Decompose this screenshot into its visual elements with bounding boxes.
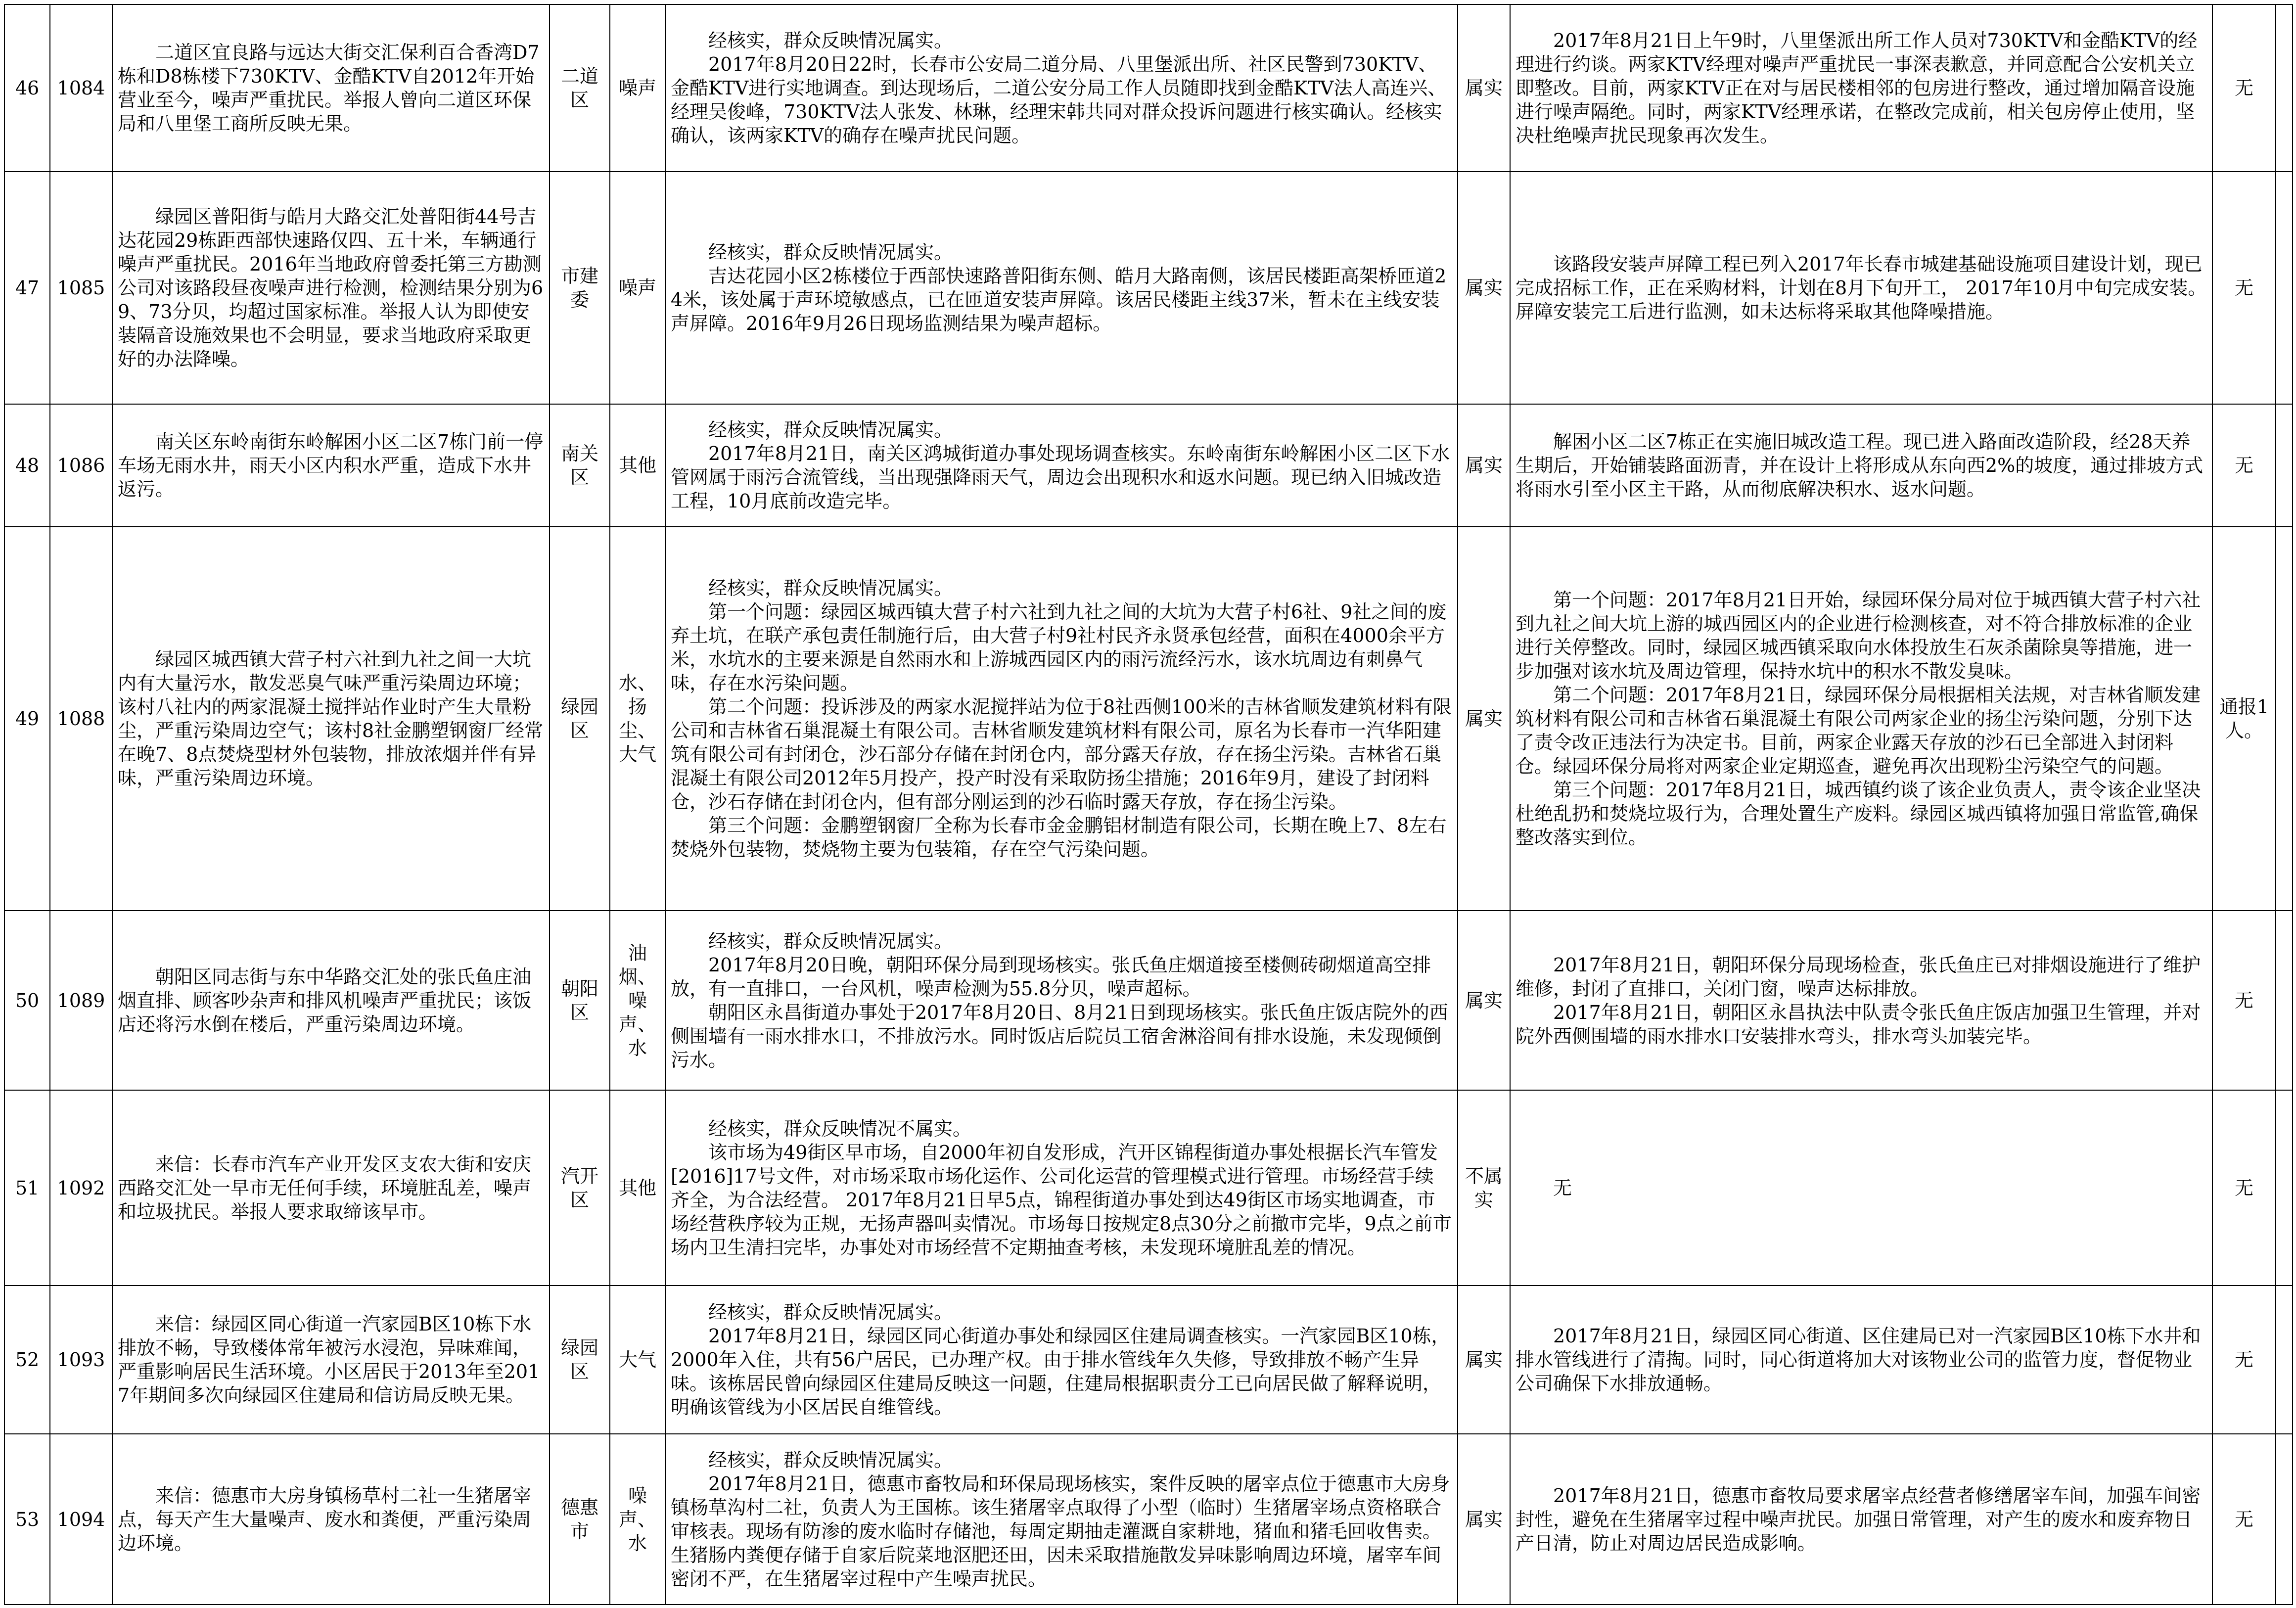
handling-cell-paragraph: 2017年8月21日，朝阳区永昌执法中队责令张氏鱼庄饭店加强卫生管理，并对院外西侧围墙的雨水排水口安装排水弯头，排水弯头加装完毕。	[1515, 1001, 2201, 1047]
seq-cell: 52	[4, 1286, 50, 1434]
complaint-cell	[112, 1286, 550, 1434]
accountability-cell: 无	[2212, 172, 2276, 404]
complaint-text: 来信：长春市汽车产业开发区支农大街和安庆西路交汇处一早市无任何手续，环境脏乱差，噪声和垃圾扰民。举报人要求取缔该早市。	[118, 1153, 532, 1223]
case-number-cell: 1088	[50, 527, 112, 911]
complaint-text: 来信：绿园区同心街道一汽家园B区10栋下水排放不畅，导致楼体常年被污水浸泡，异味难闻，严重影响居民生活环境。小区居民于2013年至2017年期间多次向绿园区住建局和信访局反映无果。	[118, 1313, 540, 1406]
accountability-cell: 无	[2212, 404, 2276, 527]
blank-cell	[2276, 404, 2293, 527]
blank-cell	[2276, 4, 2293, 172]
result-cell: 属实	[1458, 527, 1510, 911]
district-cell: 绿园区	[550, 1286, 610, 1434]
complaint-cell	[112, 4, 550, 172]
handling-cell-paragraph: 2017年8月21日，绿园区同心街道、区住建局已对一汽家园B区10栋下水井和排水管线进行了清掏。同时，同心街道将加大对该物业公司的监管力度，督促物业公司确保下水排放通畅。	[1515, 1325, 2201, 1394]
accountability-cell: 无	[2212, 1286, 2276, 1434]
handling-cell	[1510, 1286, 2212, 1434]
handling-cell	[1510, 1434, 2212, 1605]
seq-cell: 51	[4, 1090, 50, 1286]
table-row	[4, 404, 2293, 527]
verification-cell	[665, 1090, 1458, 1286]
case-number-cell: 1092	[50, 1090, 112, 1286]
result-cell: 属实	[1458, 911, 1510, 1090]
verification-cell	[665, 911, 1458, 1090]
verification-cell-paragraph: 2017年8月20日晚，朝阳环保分局到现场核实。张氏鱼庄烟道接至楼侧砖砌烟道高空排放，有一直排口，一台风机，噪声检测为55.8分贝，噪声超标。	[671, 954, 1431, 1000]
pollution-type-cell: 水、扬尘、大气	[610, 527, 665, 911]
pollution-type-cell: 噪声、水	[610, 1434, 665, 1605]
table-row	[4, 1090, 2293, 1286]
handling-cell-paragraph: 2017年8月21日，朝阳环保分局现场检查，张氏鱼庄已对排烟设施进行了维护维修，封闭了直排口，关闭门窗，噪声达标排放。	[1515, 954, 2201, 1000]
table-row	[4, 1286, 2293, 1434]
verification-cell-paragraph: 2017年8月21日，绿园区同心街道办事处和绿园区住建局调查核实。一汽家园B区10栋，2000年入住，共有56户居民，已办理产权。由于排水管线年久失修，导致排放不畅产生异味。该栋居民曾向绿园区住建局反映这一问题，住建局根据职责分工已向居民做了解释说明，明确该管线为小区居民自维管线。	[671, 1325, 1450, 1418]
pollution-type-cell: 其他	[610, 404, 665, 527]
complaint-cell	[112, 404, 550, 527]
blank-cell	[2276, 527, 2293, 911]
district-cell: 德惠市	[550, 1434, 610, 1605]
table-row	[4, 4, 2293, 172]
complaint-text: 二道区宜良路与远达大街交汇保利百合香湾D7栋和D8栋楼下730KTV、金酷KTV自2012年开始营业至今，噪声严重扰民。举报人曾向二道区环保局和八里堡工商所反映无果。	[118, 42, 540, 135]
table-row	[4, 911, 2293, 1090]
verification-cell-paragraph: 经核实，群众反映情况属实。	[708, 1449, 953, 1471]
verification-cell-paragraph: 经核实，群众反映情况属实。	[708, 30, 953, 51]
case-number-cell: 1094	[50, 1434, 112, 1605]
complaint-text: 绿园区普阳街与皓月大路交汇处普阳街44号吉达花园29栋距西部快速路仅四、五十米，车辆通行噪声严重扰民。2016年当地政府曾委托第三方勘测公司对该路段昼夜噪声进行检测，检测结果分别为69、73分贝，均超过国家标准。举报人认为即使安装隔音设施效果也不会明显，要求当地政府采取更好的办法降噪。	[118, 206, 544, 370]
handling-cell	[1510, 911, 2212, 1090]
verification-cell-paragraph: 经核实，群众反映情况属实。	[708, 930, 953, 952]
accountability-cell: 通报1人。	[2212, 527, 2276, 911]
case-number-cell: 1085	[50, 172, 112, 404]
district-cell: 绿园区	[550, 527, 610, 911]
verification-cell-paragraph: 经核实，群众反映情况属实。	[708, 241, 953, 263]
pollution-type-cell: 大气	[610, 1286, 665, 1434]
district-cell: 二道区	[550, 4, 610, 172]
pollution-type-cell: 油烟、噪声、水	[610, 911, 665, 1090]
report-table	[4, 4, 2293, 1605]
verification-cell	[665, 1434, 1458, 1605]
verification-cell	[665, 404, 1458, 527]
handling-cell-paragraph: 第三个问题：2017年8月21日，城西镇约谈了该企业负责人，责令该企业坚决杜绝乱扔和焚烧垃圾行为，合理处置生产废料。绿园区城西镇将加强日常监管,确保整改落实到位。	[1515, 779, 2201, 848]
table-row	[4, 172, 2293, 404]
verification-cell-paragraph: 2017年8月20日22时，长春市公安局二道分局、八里堡派出所、社区民警到730KTV、金酷KTV进行实地调查。到达现场后，二道公安分局工作人员随即找到金酷KTV法人高连兴、经理吴俊峰，730KTV法人张发、林琳，经理宋韩共同对群众投诉问题进行核实确认。经核实确认，该两家KTV的确存在噪声扰民问题。	[671, 53, 1447, 146]
pollution-type-cell: 噪声	[610, 4, 665, 172]
complaint-text: 绿园区城西镇大营子村六社到九社之间一大坑内有大量污水，散发恶臭气味严重污染周边环境；该村八社内的两家混凝土搅拌站作业时产生大量粉尘，严重污染周边空气；该村8社金鹏塑钢窗厂经常在晚7、8点焚烧型材外包装物，排放浓烟并伴有异味，严重污染周边环境。	[118, 648, 544, 789]
handling-cell-paragraph: 第二个问题：2017年8月21日，绿园环保分局根据相关法规，对吉林省顺发建筑材料有限公司和吉林省石巢混凝土有限公司两家企业的扬尘污染问题，分别下达了责令改正违法行为决定书。目前，两家企业露天存放的沙石已全部进入封闭料仓。绿园环保分局将对两家企业定期巡查，避免再次出现粉尘污染空气的问题。	[1515, 684, 2201, 777]
complaint-cell	[112, 1434, 550, 1605]
complaint-cell	[112, 527, 550, 911]
handling-cell	[1510, 4, 2212, 172]
table-row	[4, 527, 2293, 911]
complaint-text: 南关区东岭南街东岭解困小区二区7栋门前一停车场无雨水井，雨天小区内积水严重，造成下水井返污。	[118, 431, 544, 500]
accountability-cell: 无	[2212, 4, 2276, 172]
district-cell: 市建委	[550, 172, 610, 404]
result-cell: 属实	[1458, 1286, 1510, 1434]
complaint-text: 朝阳区同志街与东中华路交汇处的张氏鱼庄油烟直排、顾客吵杂声和排风机噪声严重扰民；该饭店还将污水倒在楼后，严重污染周边环境。	[118, 965, 532, 1035]
result-cell: 属实	[1458, 172, 1510, 404]
handling-cell-paragraph: 无	[1553, 1177, 1572, 1199]
verification-cell-paragraph: 第二个问题：投诉涉及的两家水泥搅拌站为位于8社西侧100米的吉林省顺发建筑材料有限公司和吉林省石巢混凝土有限公司。吉林省顺发建筑材料有限公司，原名为长春市一汽华阳建筑有限公司有封闭仓，沙石部分存储在封闭仓内，部分露天存放，存在扬尘污染。吉林省石巢混凝土有限公司2012年5月投产，投产时没有采取防扬尘措施；2016年9月，建设了封闭料仓，沙石存储在封闭仓内，但有部分刚运到的沙石临时露天存放，存在扬尘污染。	[671, 696, 1452, 813]
table-body	[4, 4, 2293, 1605]
verification-cell-paragraph: 经核实，群众反映情况属实。	[708, 1301, 953, 1323]
verification-cell-paragraph: 2017年8月21日，南关区鸿城街道办事处现场调查核实。东岭南街东岭解困小区二区下水管网属于雨污合流管线，当出现强降雨天气，周边会出现积水和返水问题。现已纳入旧城改造工程，10月底前改造完毕。	[671, 443, 1450, 512]
blank-cell	[2276, 1090, 2293, 1286]
blank-cell	[2276, 911, 2293, 1090]
complaint-cell	[112, 911, 550, 1090]
blank-cell	[2276, 1286, 2293, 1434]
result-cell: 属实	[1458, 404, 1510, 527]
result-cell: 属实	[1458, 1434, 1510, 1605]
verification-cell-paragraph: 吉达花园小区2栋楼位于西部快速路普阳街东侧、皓月大路南侧，该居民楼距高架桥匝道24米，该处属于声环境敏感点，已在匝道安装声屏障。该居民楼距主线37米，暂未在主线安装声屏障。2016年9月26日现场监测结果为噪声超标。	[671, 265, 1447, 334]
accountability-cell: 无	[2212, 1090, 2276, 1286]
pollution-type-cell: 其他	[610, 1090, 665, 1286]
verification-cell-paragraph: 该市场为49街区早市场，自2000年初自发形成，汽开区锦程街道办事处根据长汽车管发[2016]17号文件，对市场采取市场化运作、公司化运营的管理模式进行管理。市场经营手续齐全，为合法经营。 2017年8月21日早5点，锦程街道办事处到达49街区市场实地调查，市场经营秩序较为正规，无扬声器叫卖情况。市场每日按规定8点30分之前撤市完毕，9点之前市场内卫生清扫完毕，办事处对市场经营不定期抽查考核，未发现环境脏乱差的情况。	[671, 1141, 1452, 1258]
result-cell: 属实	[1458, 4, 1510, 172]
handling-cell-paragraph: 第一个问题：2017年8月21日开始，绿园环保分局对位于城西镇大营子村六社到九社之间大坑上游的城西园区内的企业进行检测核查，对不符合排放标准的企业进行关停整改。同时，绿园区城西镇采取向水体投放生石灰杀菌除臭等措施，进一步加强对该水坑及周边管理，保持水坑中的积水不散发臭味。	[1515, 589, 2201, 682]
verification-cell-paragraph: 2017年8月21日，德惠市畜牧局和环保局现场核实，案件反映的屠宰点位于德惠市大房身镇杨草沟村二社，负责人为王国栋。该生猪屠宰点取得了小型（临时）生猪屠宰场点资格联合审核表。现场有防渗的废水临时存储池，每周定期抽走灌溉自家耕地，猪血和猪毛回收售卖。生猪肠内粪便存储于自家后院菜地沤肥还田，因未采取措施散发异味影响周边环境，屠宰车间密闭不严，在生猪屠宰过程中产生噪声扰民。	[671, 1472, 1450, 1590]
verification-cell	[665, 527, 1458, 911]
handling-cell-paragraph: 该路段安装声屏障工程已列入2017年长春市城建基础设施项目建设计划，现已完成招标工作，正在采购材料，计划在8月下旬开工， 2017年10月中旬完成安装。屏障安装完工后进行监测，如未达标将采取其他降噪措施。	[1515, 253, 2207, 322]
verification-cell-paragraph: 第三个问题：金鹏塑钢窗厂全称为长春市金金鹏铝材制造有限公司，长期在晚上7、8左右焚烧外包装物，焚烧物主要为包装箱，存在空气污染问题。	[671, 815, 1447, 860]
verification-cell-paragraph: 第一个问题：绿园区城西镇大营子村六社到九社之间的大坑为大营子村6社、9社之间的废弃土坑，在联产承包责任制施行后，由大营子村9社村民齐永贤承包经营，面积在4000余平方米，水坑水的主要来源是自然雨水和上游城西园区内的雨污流经污水，该水坑周边有刺鼻气味，存在水污染问题。	[671, 601, 1447, 694]
handling-cell	[1510, 172, 2212, 404]
result-cell: 不属实	[1458, 1090, 1510, 1286]
verification-cell-paragraph: 经核实，群众反映情况属实。	[708, 577, 953, 599]
handling-cell-paragraph: 2017年8月21日上午9时，八里堡派出所工作人员对730KTV和金酷KTV的经理进行约谈。两家KTV经理对噪声严重扰民一事深表歉意，并同意配合公安机关立即整改。目前，两家KTV正在对与居民楼相邻的包房进行整改，通过增加隔音设施进行噪声隔绝。同时，两家KTV经理承诺，在整改完成前，相关包房停止使用，坚决杜绝噪声扰民现象再次发生。	[1515, 30, 2198, 146]
complaint-text: 来信：德惠市大房身镇杨草村二社一生猪屠宰点，每天产生大量噪声、废水和粪便，严重污染周边环境。	[118, 1484, 532, 1554]
pollution-type-cell: 噪声	[610, 172, 665, 404]
case-number-cell: 1084	[50, 4, 112, 172]
blank-cell	[2276, 172, 2293, 404]
verification-cell-paragraph: 经核实，群众反映情况属实。	[708, 419, 953, 441]
verification-cell	[665, 1286, 1458, 1434]
handling-cell	[1510, 404, 2212, 527]
blank-cell	[2276, 1434, 2293, 1605]
district-cell: 朝阳区	[550, 911, 610, 1090]
district-cell: 南关区	[550, 404, 610, 527]
complaint-cell	[112, 1090, 550, 1286]
district-cell: 汽开区	[550, 1090, 610, 1286]
handling-cell	[1510, 1090, 2212, 1286]
case-number-cell: 1093	[50, 1286, 112, 1434]
case-number-cell: 1089	[50, 911, 112, 1090]
accountability-cell: 无	[2212, 1434, 2276, 1605]
seq-cell: 49	[4, 527, 50, 911]
case-number-cell: 1086	[50, 404, 112, 527]
accountability-cell: 无	[2212, 911, 2276, 1090]
seq-cell: 53	[4, 1434, 50, 1605]
complaint-cell	[112, 172, 550, 404]
handling-cell-paragraph: 解困小区二区7栋正在实施旧城改造工程。现已进入路面改造阶段，经28天养生期后，开始铺装路面沥青，并在设计上将形成从东向西2%的坡度，通过排坡方式将雨水引至小区主干路，从而彻底解决积水、返水问题。	[1515, 431, 2204, 500]
seq-cell: 46	[4, 4, 50, 172]
seq-cell: 48	[4, 404, 50, 527]
verification-cell	[665, 172, 1458, 404]
verification-cell-paragraph: 朝阳区永昌街道办事处于2017年8月20日、8月21日到现场核实。张氏鱼庄饭店院外的西侧围墙有一雨水排水口，不排放污水。同时饭店后院员工宿舍淋浴间有排水设施，未发现倾倒污水。	[671, 1001, 1448, 1071]
handling-cell-paragraph: 2017年8月21日，德惠市畜牧局要求屠宰点经营者修缮屠宰车间，加强车间密封性，避免在生猪屠宰过程中噪声扰民。加强日常管理，对产生的废水和废弃物日产日清，防止对周边居民造成影响。	[1515, 1484, 2201, 1554]
seq-cell: 50	[4, 911, 50, 1090]
table-row	[4, 1434, 2293, 1605]
seq-cell: 47	[4, 172, 50, 404]
verification-cell-paragraph: 经核实，群众反映情况不属实。	[708, 1117, 972, 1140]
handling-cell	[1510, 527, 2212, 911]
verification-cell	[665, 4, 1458, 172]
